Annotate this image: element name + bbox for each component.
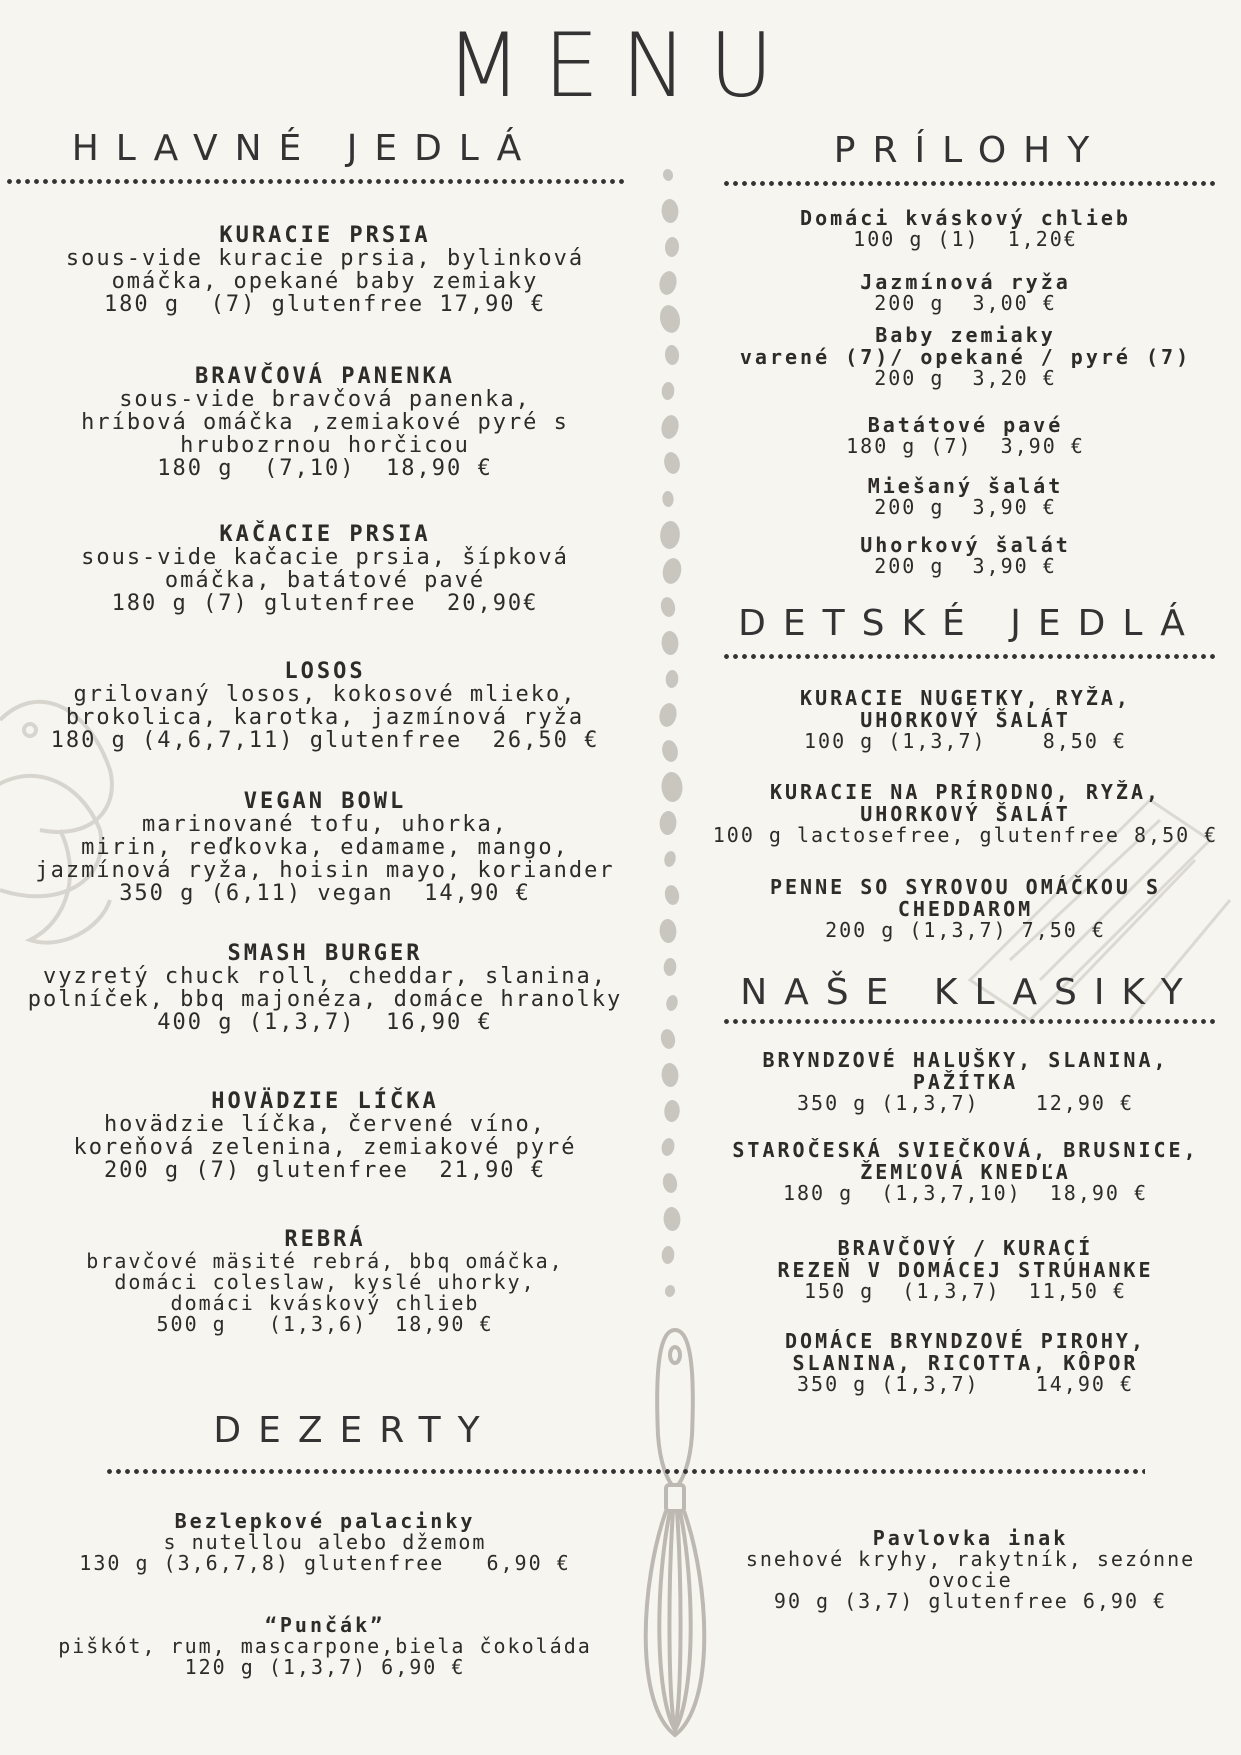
divider-dot xyxy=(659,414,680,441)
item-description: vyzretý chuck roll, cheddar, slanina, polníček, bbq majonéza, domáce hranolky 400 g (1,3,7) 16,90 € xyxy=(27,964,623,1035)
divider-dot xyxy=(661,198,679,223)
item-description: 100 g (1) 1,20€ xyxy=(853,227,1078,251)
divider-dot xyxy=(662,451,682,476)
item-description: sous-vide bravčová panenka, hríbová omáčka ,zemiakové pyré s hrubozrnou horčicou 180 g (7,10) 18,90 € xyxy=(81,387,569,481)
item-description: 180 g (1,3,7,10) 18,90 € xyxy=(782,1181,1149,1205)
item-name: Batátové pavé xyxy=(867,413,1064,437)
divider-dot xyxy=(665,670,679,689)
divider-dot xyxy=(657,702,678,729)
menu-item xyxy=(0,523,650,615)
divider-dot xyxy=(662,168,674,182)
divider-dot xyxy=(660,556,683,585)
section-divider xyxy=(722,653,1217,660)
item-name: DOMÁCE BRYNDZOVÉ PIROHY, SLANINA, RICOTTA, KÔPOR xyxy=(785,1329,1146,1375)
item-name: Miešaný šalát xyxy=(867,474,1064,498)
section-title-prilohy: PRÍLOHY xyxy=(833,130,1107,171)
item-name: KURACIE NA PRÍRODNO, RYŽA, UHORKOVÝ ŠALÁT xyxy=(769,780,1162,826)
menu-item xyxy=(0,1614,650,1678)
item-description: 350 g (1,3,7) 14,90 € xyxy=(797,1372,1134,1396)
item-description: 180 g (7) 3,90 € xyxy=(846,434,1085,458)
menu-item xyxy=(690,207,1241,250)
divider-dot xyxy=(659,918,677,943)
section-divider xyxy=(5,178,625,185)
divider-dot xyxy=(664,1099,681,1122)
item-description: marinované tofu, uhorka, mirin, reďkovka, edamame, mango, jazmínová ryža, hoisin mayo, koriander 350 g (6,11) vegan 14,90 € xyxy=(35,812,615,906)
item-description: 100 g (1,3,7) 8,50 € xyxy=(804,729,1127,753)
divider-dot xyxy=(663,1206,681,1231)
item-name: LOSOS xyxy=(284,659,366,684)
item-name: BRAVČOVÝ / KURACÍ REZEŇ V DOMÁCEJ STRÚHANKE xyxy=(777,1236,1154,1282)
divider-dot xyxy=(658,303,683,334)
menu-item xyxy=(0,1090,650,1182)
item-name: BRYNDZOVÉ HALUŠKY, SLANINA, PAŽÍTKA xyxy=(762,1048,1169,1094)
item-description: 200 g 3,90 € xyxy=(874,495,1057,519)
menu-item xyxy=(690,1330,1241,1395)
item-description: s nutellou alebo džemom 130 g (3,6,7,8) glutenfree 6,90 € xyxy=(79,1530,571,1575)
menu-item xyxy=(0,790,650,905)
menu-item xyxy=(0,942,650,1034)
item-name: KURACIE NUGETKY, RYŽA, UHORKOVÝ ŠALÁT xyxy=(800,686,1131,732)
page-title: MENU xyxy=(445,14,796,117)
item-name: Bezlepkové palacinky xyxy=(174,1509,476,1533)
divider-dot xyxy=(661,382,675,401)
menu-item xyxy=(690,271,1241,314)
item-description: sous-vide kuracie prsia, bylinková omáčka, opekané baby zemiaky 180 g (7) glutenfree 17,90 € xyxy=(65,246,585,317)
item-name: “Punčák” xyxy=(264,1613,386,1637)
item-name: Jazmínová ryža xyxy=(860,270,1071,294)
item-description: snehové kryhy, rakytník, sezónne ovocie 90 g (3,7) glutenfree 6,90 € xyxy=(745,1547,1196,1613)
item-name: REBRÁ xyxy=(284,1227,366,1252)
item-name: STAROČESKÁ SVIEČKOVÁ, BRUSNICE, ŽEMĽOVÁ KNEDĽA xyxy=(732,1138,1199,1184)
divider-dot xyxy=(657,270,678,297)
divider-dot xyxy=(660,771,683,802)
divider-dot xyxy=(661,1172,679,1194)
menu-item xyxy=(690,475,1241,518)
section-divider xyxy=(722,1018,1217,1025)
menu-item xyxy=(0,660,650,752)
item-name: HOVÄDZIE LÍČKA xyxy=(211,1089,439,1114)
divider-dot xyxy=(662,491,674,508)
menu-item xyxy=(690,534,1241,577)
item-name: Domáci kváskový chlieb xyxy=(800,206,1131,230)
menu-item xyxy=(690,414,1241,457)
item-name: PENNE SO SYROVOU OMÁČKOU S CHEDDAROM xyxy=(769,875,1162,921)
divider-dot xyxy=(663,958,677,977)
menu-item xyxy=(0,1510,650,1574)
divider-dot xyxy=(659,520,681,549)
menu-item xyxy=(690,687,1241,752)
menu-item xyxy=(690,1237,1241,1302)
dotted-divider xyxy=(650,165,690,1315)
section-divider xyxy=(105,1468,1145,1475)
divider-dot xyxy=(661,1246,675,1265)
section-title-dezerty: DEZERTY xyxy=(213,1410,497,1451)
item-name: BRAVČOVÁ PANENKA xyxy=(195,364,455,389)
divider-dot xyxy=(659,1028,677,1050)
item-name: Baby zemiaky varené (7)/ opekané / pyré (7) xyxy=(739,323,1192,369)
divider-dot xyxy=(659,596,677,618)
divider-dot xyxy=(664,345,679,366)
divider-dot xyxy=(659,810,677,835)
item-description: hovädzie líčka, červené víno, koreňová zelenina, zemiakové pyré 200 g (7) glutenfree 21,90 € xyxy=(73,1112,577,1183)
section-title-hlavne: HLAVNÉ JEDLÁ xyxy=(71,128,539,169)
item-description: bravčové mäsité rebrá, bbq omáčka, domáci coleslaw, kyslé uhorky, domáci kváskový chlieb 500 g (1,3,6) 18,90 € xyxy=(86,1249,564,1336)
section-divider xyxy=(722,180,1217,187)
menu-item xyxy=(690,324,1241,389)
menu-item xyxy=(0,224,650,316)
divider-dot xyxy=(664,237,679,258)
divider-dot xyxy=(660,1137,676,1157)
divider-dot xyxy=(661,630,679,655)
menu-item xyxy=(0,1228,650,1335)
section-title-klasiky: NAŠE KLASIKY xyxy=(740,972,1200,1013)
item-name: Pavlovka inak xyxy=(872,1526,1069,1550)
item-description: 200 g 3,00 € xyxy=(874,291,1057,315)
item-name: KURACIE PRSIA xyxy=(219,223,431,248)
section-title-detske: DETSKÉ JEDLÁ xyxy=(738,603,1202,644)
menu-item xyxy=(0,365,650,480)
item-description: 150 g (1,3,7) 11,50 € xyxy=(804,1279,1127,1303)
divider-dot xyxy=(661,1062,679,1087)
divider-dot xyxy=(663,850,677,868)
divider-dot xyxy=(660,739,680,764)
item-description: 200 g 3,90 € xyxy=(874,554,1057,578)
item-name: KAČACIE PRSIA xyxy=(219,522,431,547)
item-description: grilovaný losos, kokosové mlieko, brokolica, karotka, jazmínová ryža 180 g (4,6,7,11) glutenfree 26,50 € xyxy=(50,682,600,753)
item-description: sous-vide kačacie prsia, šípková omáčka, batátové pavé 180 g (7) glutenfree 20,90€ xyxy=(81,545,569,616)
item-name: Uhorkový šalát xyxy=(860,533,1071,557)
item-description: 350 g (1,3,7) 12,90 € xyxy=(797,1091,1134,1115)
menu-item xyxy=(690,1139,1241,1204)
menu-item xyxy=(690,781,1241,846)
item-description: piškót, rum, mascarpone,biela čokoláda 120 g (1,3,7) 6,90 € xyxy=(58,1634,592,1679)
menu-item xyxy=(690,1049,1241,1114)
menu-item xyxy=(700,1527,1241,1612)
item-name: VEGAN BOWL xyxy=(243,789,407,814)
menu-item xyxy=(690,876,1241,941)
divider-dot xyxy=(663,884,681,906)
divider-dot xyxy=(665,994,679,1012)
item-name: SMASH BURGER xyxy=(227,941,423,966)
item-description: 200 g 3,20 € xyxy=(874,366,1057,390)
item-description: 100 g lactosefree, glutenfree 8,50 € xyxy=(712,823,1219,847)
item-description: 200 g (1,3,7) 7,50 € xyxy=(825,918,1106,942)
divider-dot xyxy=(664,1284,676,1298)
